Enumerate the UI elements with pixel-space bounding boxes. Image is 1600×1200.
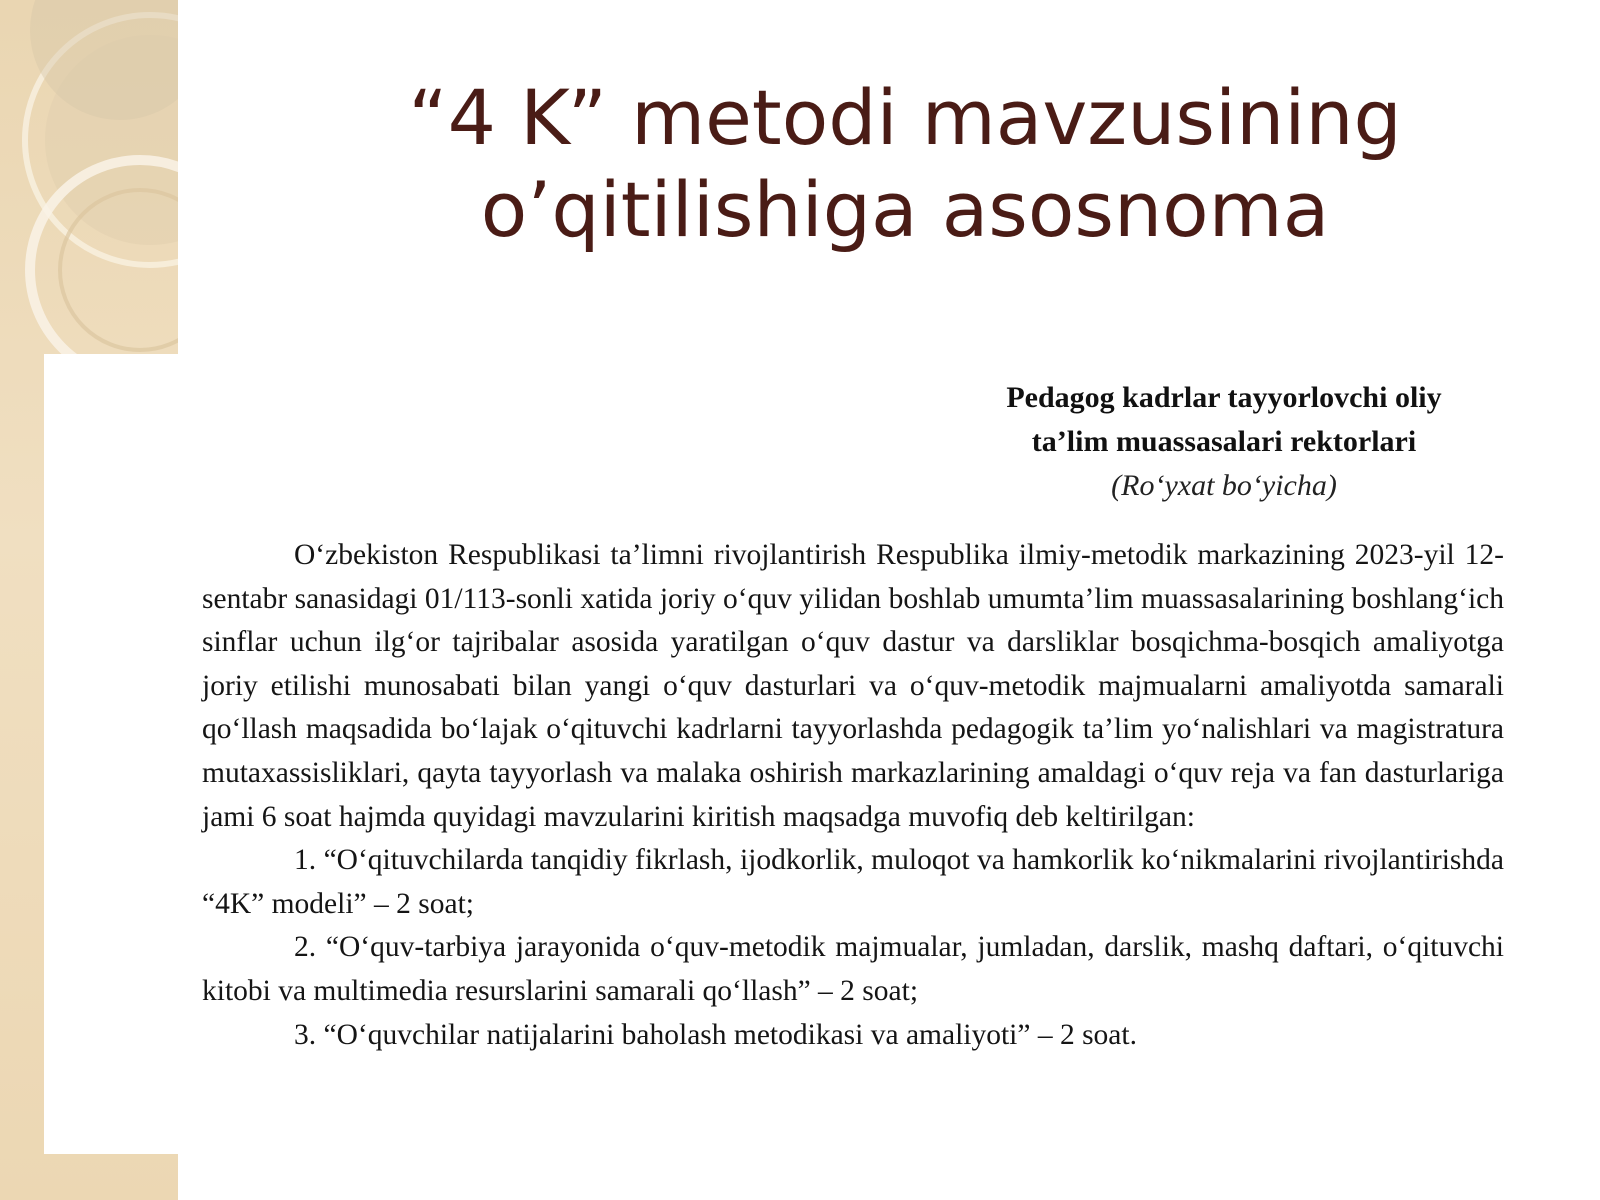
slide-title-line2: o’qitilishiga asosnoma: [480, 165, 1330, 254]
list-item-2: 2. “O‘quv-tarbiya jarayonida o‘quv-metodik majmualar, jumladan, darslik, mashq daftari, o‘qituvchi kitobi va multimedia resurslarini samarali qo‘llash” – 2 soat;: [202, 931, 1504, 1007]
addressee-line2: ta’lim muassasalari rektorlari: [1031, 425, 1417, 458]
document-addressee: [924, 376, 1524, 508]
slide-title-line1: “4 K” metodi mavzusining: [408, 73, 1402, 162]
slide-title: [330, 72, 1480, 256]
list-item-3: 3. “O‘quvchilar natijalarini baholash metodikasi va amaliyoti” – 2 soat.: [294, 1018, 1137, 1051]
document-body: [202, 534, 1504, 1057]
scanned-document: [44, 354, 1584, 1154]
list-item-1: 1. “O‘qituvchilarda tanqidiy fikrlash, ijodkorlik, muloqot va hamkorlik ko‘nikmalarini rivojlantirishda “4K” modeli” – 2 soat;: [202, 844, 1504, 920]
main-paragraph: O‘zbekiston Respublikasi ta’limni rivojlantirish Respublika ilmiy-metodik markazining 2023-yil 12-sentabr sanasidagi 01/113-sonli xatida joriy o‘quv yilidan boshlab umumta’lim muassasalarining boshlang‘ich sinflar uchun ilg‘or tajribalar asosida yaratilgan o‘quv dastur va darsliklar bosqichma-bosqich amaliyotga joriy etilishi munosabati bilan yangi o‘quv dasturlari va o‘quv-metodik majmualarni amaliyotda samarali qo‘llash maqsadida bo‘lajak o‘qituvchi kadrlarni tayyorlashda pedagogik ta’lim yo‘nalishlari va magistratura mutaxassisliklari, qayta tayyorlash va malaka oshirish markazlarining amaldagi o‘quv reja va fan dasturlariga jami 6 soat hajmda quyidagi mavzularini kiritish maqsadga muvofiq deb keltirilgan:: [202, 539, 1504, 833]
addressee-line1: Pedagog kadrlar tayyorlovchi oliy: [1006, 381, 1442, 414]
addressee-line3: (Ro‘yxat bo‘yicha): [1111, 469, 1337, 502]
